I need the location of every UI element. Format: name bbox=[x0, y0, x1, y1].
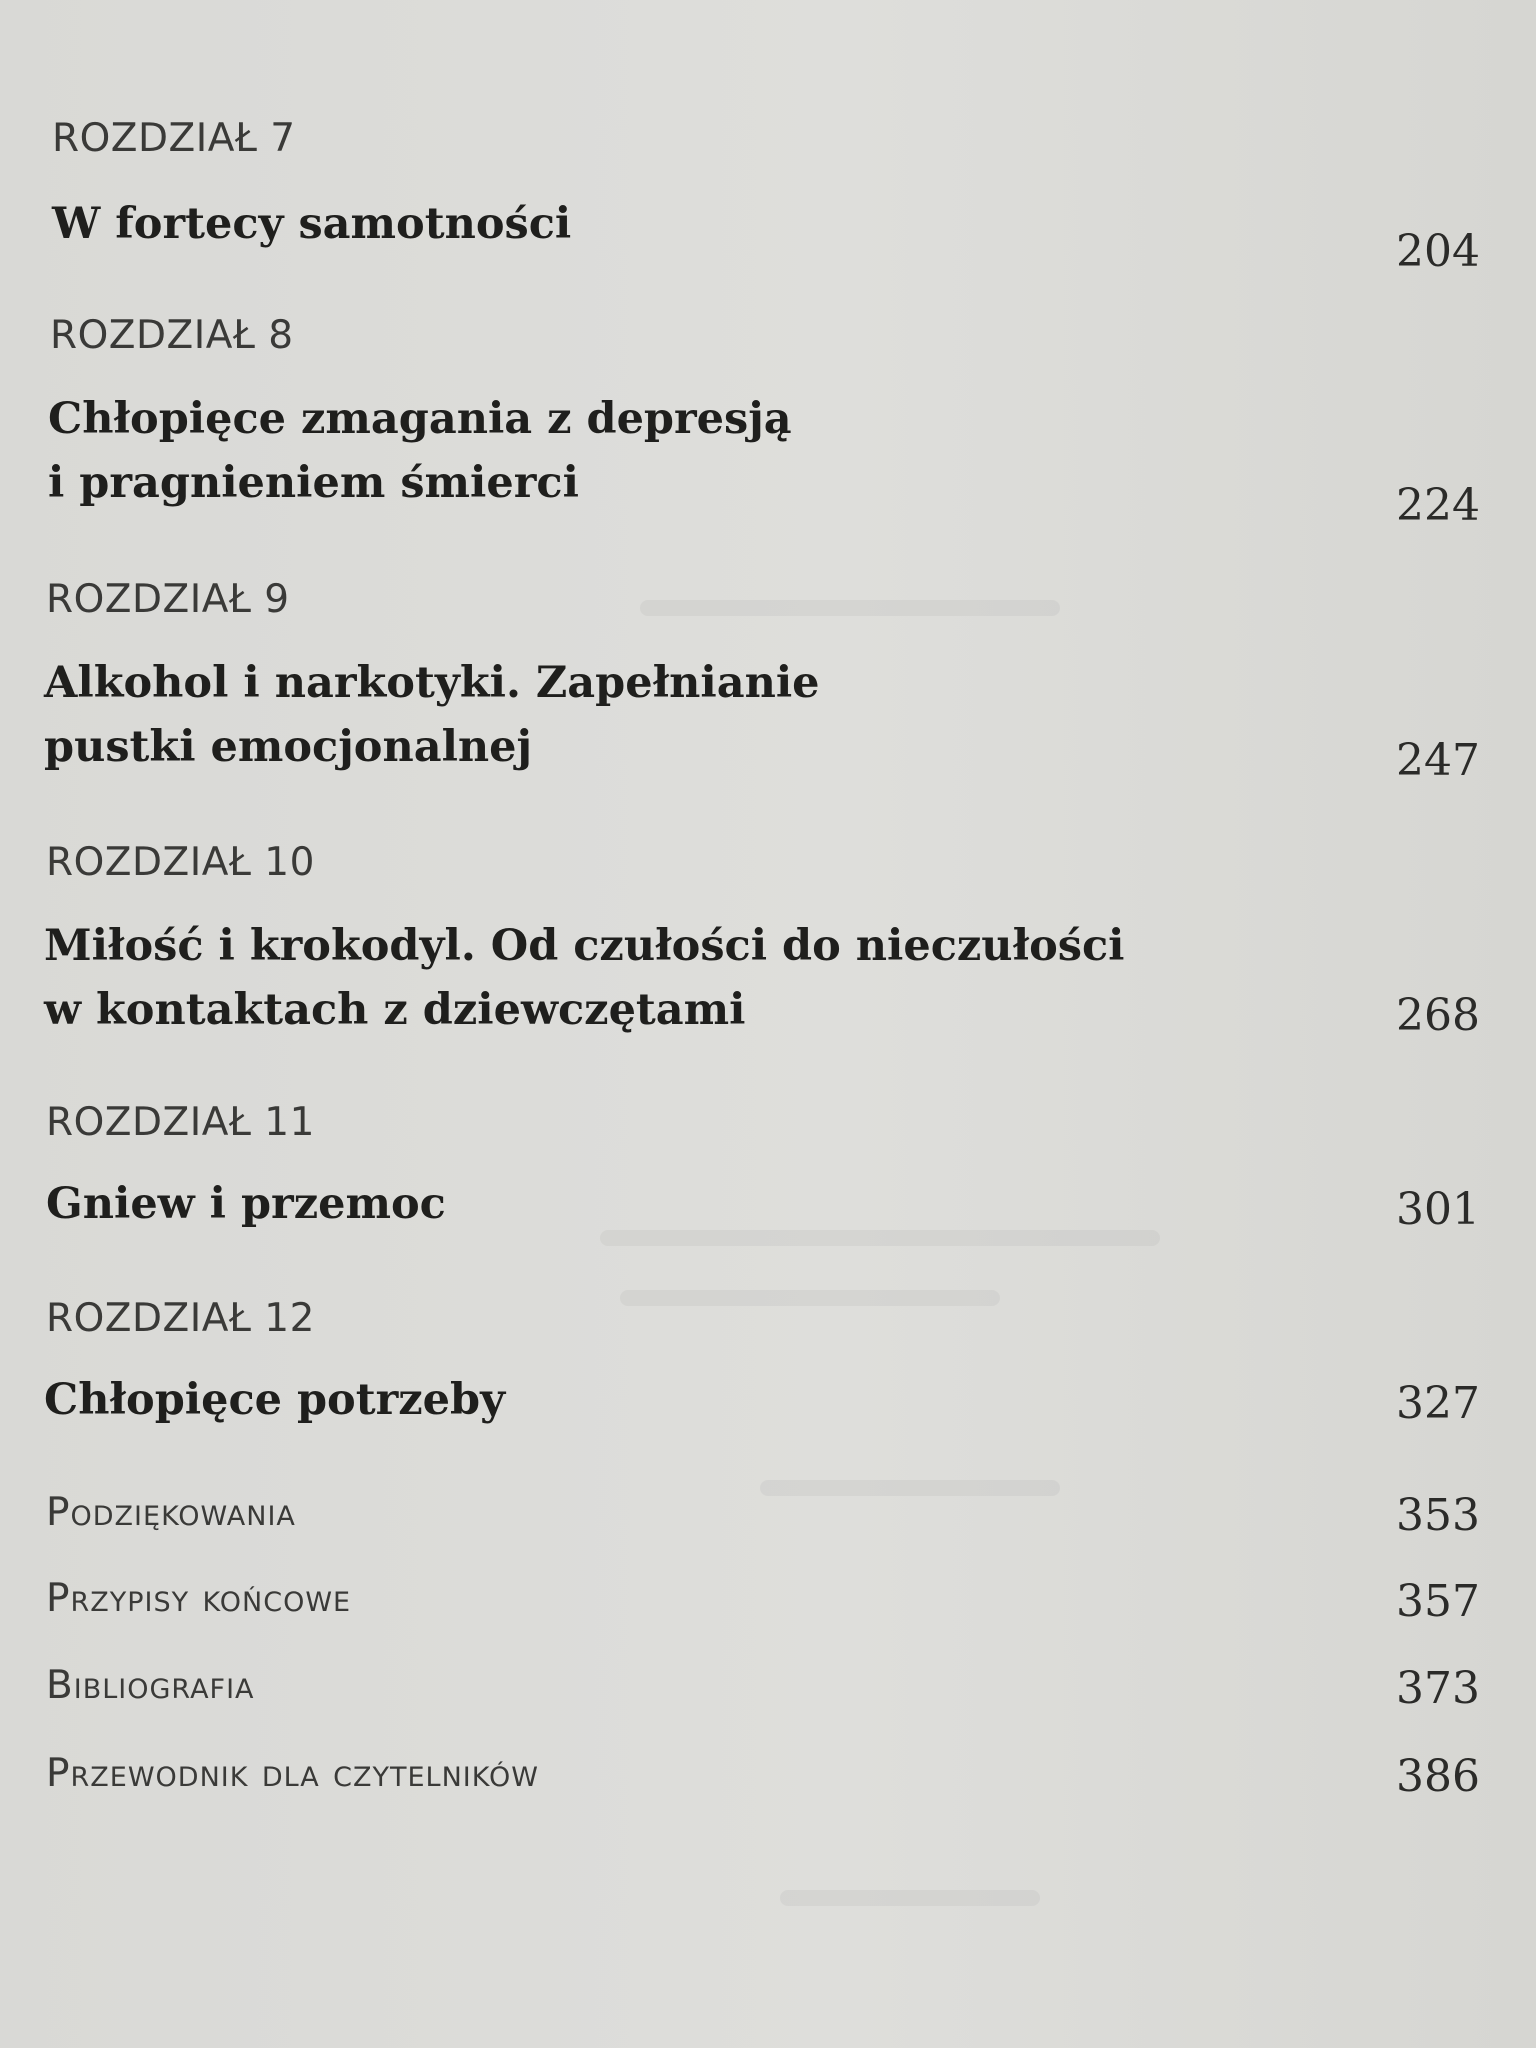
page-number: 353 bbox=[1396, 1490, 1480, 1541]
back-matter-title: Bibliografia bbox=[46, 1663, 255, 1708]
chapter-title-line: i pragnieniem śmierci bbox=[48, 458, 579, 508]
chapter-title bbox=[44, 651, 820, 779]
back-matter-title: Przypisy końcowe bbox=[46, 1576, 352, 1621]
chapter-title bbox=[44, 1368, 505, 1432]
chapter-title bbox=[44, 914, 1125, 1042]
chapter-title-line: pustki emocjonalnej bbox=[44, 722, 533, 772]
chapter-title bbox=[46, 1172, 446, 1236]
page-number: 268 bbox=[1396, 990, 1480, 1041]
chapter-label: ROZDZIAŁ 8 bbox=[50, 313, 294, 358]
back-matter-title: Podziękowania bbox=[46, 1490, 296, 1535]
chapter-title bbox=[52, 192, 571, 256]
page-number: 373 bbox=[1396, 1663, 1480, 1714]
page-number: 247 bbox=[1396, 735, 1480, 786]
chapter-label: ROZDZIAŁ 11 bbox=[46, 1100, 315, 1145]
chapter-title-line: Gniew i przemoc bbox=[46, 1179, 446, 1229]
chapter-label: ROZDZIAŁ 9 bbox=[46, 577, 290, 622]
back-matter-title: Przewodnik dla czytelników bbox=[46, 1751, 539, 1796]
page-number: 204 bbox=[1396, 226, 1480, 277]
chapter-title bbox=[48, 387, 792, 515]
page-number: 357 bbox=[1396, 1576, 1480, 1627]
chapter-label: ROZDZIAŁ 12 bbox=[46, 1296, 315, 1341]
page-number: 224 bbox=[1396, 480, 1480, 531]
chapter-title-line: W fortecy samotności bbox=[52, 199, 572, 249]
chapter-title-line: Alkohol i narkotyki. Zapełnianie bbox=[44, 658, 820, 708]
page-number: 327 bbox=[1396, 1378, 1480, 1429]
chapter-title-line: Miłość i krokodyl. Od czułości do nieczułości bbox=[44, 921, 1125, 971]
chapter-label: ROZDZIAŁ 7 bbox=[52, 116, 296, 161]
page-number: 386 bbox=[1396, 1751, 1480, 1802]
chapter-title-line: Chłopięce potrzeby bbox=[44, 1375, 506, 1425]
chapter-title-line: Chłopięce zmagania z depresją bbox=[48, 394, 792, 444]
page-number: 301 bbox=[1396, 1184, 1480, 1235]
chapter-label: ROZDZIAŁ 10 bbox=[46, 840, 315, 885]
chapter-title-line: w kontaktach z dziewczętami bbox=[44, 985, 746, 1035]
